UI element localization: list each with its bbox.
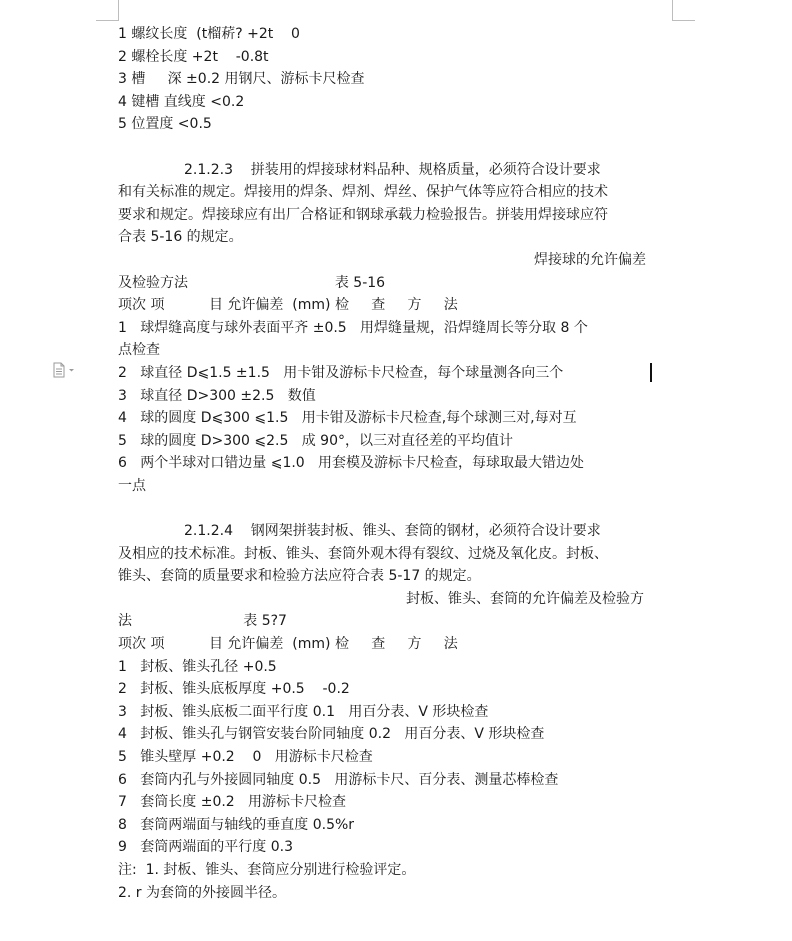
table-row: 9 套筒两端面的平行度 0.3: [118, 839, 293, 856]
table-header: 项次 项 目 允许偏差 (mm) 检 查 方 法: [118, 297, 458, 314]
spec-line: 5 位置度 <0.5: [118, 116, 212, 133]
paragraph-line: 及相应的技术标准。封板、锥头、套筒外观木得有裂纹、过烧及氧化皮。封板、: [118, 545, 608, 562]
table-row: 2 封板、锥头底板厚度 +0.5 -0.2: [118, 681, 350, 698]
note-line: 注: 1. 封板、锥头、套筒应分别进行检验评定。: [118, 861, 416, 878]
table-row: 3 封板、锥头底板二面平行度 0.1 用百分表、V 形块检查: [118, 703, 489, 720]
table-row: 8 套筒两端面与轴线的垂直度 0.5%r: [118, 816, 355, 833]
dropdown-caret-icon: [69, 369, 74, 372]
table-row: 4 球的圆度 D⩽300 ⩽1.5 用卡钳及游标卡尺检查,每个球测三对,每对互: [118, 410, 577, 427]
table-row: 1 封板、锥头孔径 +0.5: [118, 658, 277, 675]
table-row: 6 两个半球对口错边量 ⩽1.0 用套模及游标卡尺检查，每球取最大错边处: [118, 455, 585, 472]
table-row: 5 锥头壁厚 +0.2 0 用游标卡尺检查: [118, 749, 373, 765]
note-line: 2. r 为套筒的外接圆半径。: [118, 884, 287, 901]
paragraph-line: 2.1.2.3 拼装用的焊接球材料品种、规格质量，必须符合设计要求: [184, 161, 601, 178]
table-row: 6 套筒内孔与外接圆同轴度 0.5 用游标卡尺、百分表、测量芯棒检查: [118, 771, 559, 788]
table-header: 项次 项 目 允许偏差 (mm) 检 查 方 法: [118, 636, 458, 653]
table-row: 一点: [118, 477, 146, 494]
blank-line: [118, 497, 678, 520]
document-body[interactable]: [118, 23, 678, 904]
table-title-line2: 法 表 5?7: [118, 613, 287, 630]
crop-mark-top-left: [96, 0, 119, 21]
table-row: 1 球焊缝高度与球外表面平齐 ±0.5 用焊缝量规，沿焊缝周长等分取 8 个: [118, 319, 588, 336]
table-title-line2: 及检验方法 表 5-16: [118, 274, 386, 291]
blank-line: [118, 136, 678, 159]
spec-line: 4 键槽 直线度 <0.2: [118, 93, 245, 110]
paragraph-line: 和有关标准的规定。焊接用的焊条、焊剂、焊丝、保护气体等应符合相应的技术: [118, 184, 608, 201]
table-row: 7 套筒长度 ±0.2 用游标卡尺检查: [118, 794, 347, 811]
table-row: 5 球的圆度 D>300 ⩽2.5 成 90°，以三对直径差的平均值计: [118, 432, 513, 449]
paragraph-line: 锥头、套筒的质量要求和检验方法应符合表 5-17 的规定。: [118, 568, 481, 585]
table-row: 4 封板、锥头孔与钢管安装台阶同轴度 0.2 用百分表、V 形块检查: [118, 726, 545, 743]
table-row: 2 球直径 D⩽1.5 ±1.5 用卡钳及游标卡尺检查，每个球量测各向三个: [118, 364, 564, 381]
table-title: 焊接球的允许偏差: [534, 251, 646, 268]
crop-mark-top-right: [672, 0, 695, 21]
paragraph-line: 2.1.2.4 钢网架拼装封板、锥头、套筒的钢材，必须符合设计要求: [184, 523, 601, 540]
table-row: 点检查: [118, 342, 160, 359]
spec-line: 3 槽 深 ±0.2 用钢尺、游标卡尺检查: [118, 71, 365, 88]
table-title: 封板、锥头、套筒的允许偏差及检验方: [406, 590, 644, 607]
document-icon[interactable]: [52, 362, 76, 378]
spec-line: 2 螺栓长度 +2t -0.8t: [118, 48, 269, 65]
paragraph-line: 要求和规定。焊接球应有出厂合格证和钢球承载力检验报告。拼装用焊接球应符: [118, 206, 608, 223]
table-row: 3 球直径 D>300 ±2.5 数值: [118, 387, 316, 404]
paragraph-line: 合表 5-16 的规定。: [118, 229, 243, 246]
spec-line: 1 螺纹长度 (t榴菥? +2t 0: [118, 26, 300, 42]
